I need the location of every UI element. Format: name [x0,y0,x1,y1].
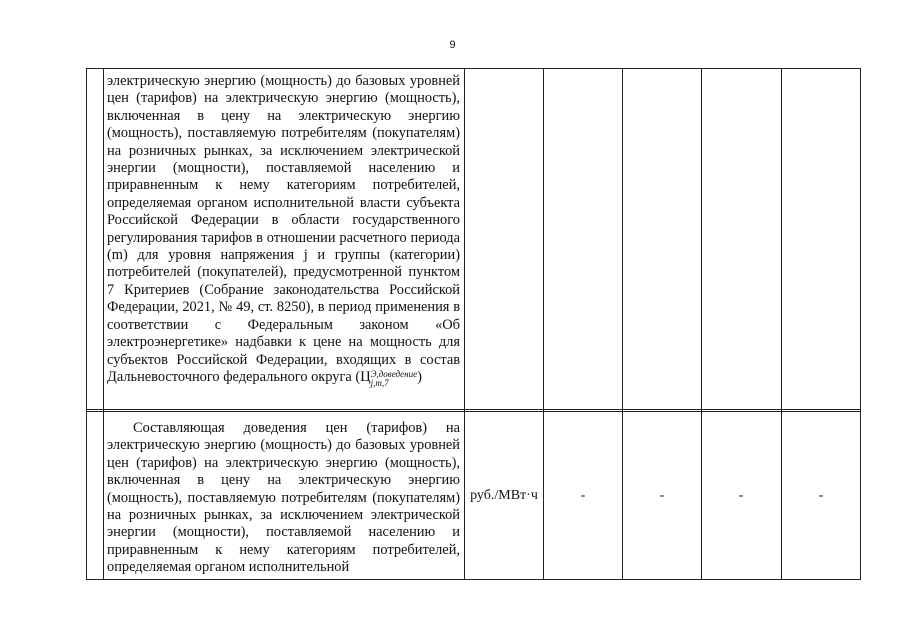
table-column-divider [622,68,623,580]
row1-text: электрическую энергию (мощность) до базовых уровней цен (тарифов) на электрическую энергию (мощность), включенная в цену на электрическую энергию (мощность), поставляемую потребителям (покупателям) на розничных рынках, за исключением электрической энергии (мощности), поставляемой населению и приравненным к нему категориям потребителей, определяемая органом исполнительной власти субъекта Российской Федерации в области государственного регулирования тарифов в отношении расчетного периода (m) для уровня напряжения j и группы (категории) потребителей (покупателей), предусмотренной пунктом 7 Критериев (Собрание законодательства Российской Федерации, 2021, № 49, ст. 8250), в период применения в соответствии с Федеральным законом «Об электроэнергетике» надбавки к цене на мощность для субъектов Российской Федерации, входящих в состав Дальневосточного федерального округа ( [107,73,460,385]
table-column-divider [781,68,782,580]
row1-text-end: ) [417,368,422,385]
row2-text: Составляющая доведения цен (тарифов) на электрическую энергию (мощность) до базовых уровней цен (тарифов) на электрическую энергию (мощность), включенная в цену на электрическую энергию (мощность), поставляемую потребителям (покупателям) на розничных рынках, за исключением электрической энергии (мощности), поставляемой населению и приравненным к нему категориям потребителей, определяемая органом исполнительной [107,420,460,576]
table-border-right [860,68,861,580]
symbol-subscript: j,m,7 [370,377,389,388]
value-cell: - [738,488,744,503]
row2-description [107,420,460,577]
unit-cell: руб./МВт·ч [470,488,538,503]
value-cell: - [580,488,586,503]
table-column-divider [103,68,104,580]
table-row-divider [86,411,861,412]
table-border-bottom [86,579,861,580]
symbol-superscript: Э,доведение [370,368,418,379]
value-cell: - [818,488,824,503]
table-column-divider [701,68,702,580]
table-border-top [86,68,861,69]
tariff-symbol [360,368,418,388]
value-cell: - [659,488,665,503]
row1-description [107,73,460,388]
symbol-base: Ц [360,368,371,385]
table-row-divider [86,409,861,410]
table-border-left [86,68,87,580]
page-number: 9 [449,39,456,51]
